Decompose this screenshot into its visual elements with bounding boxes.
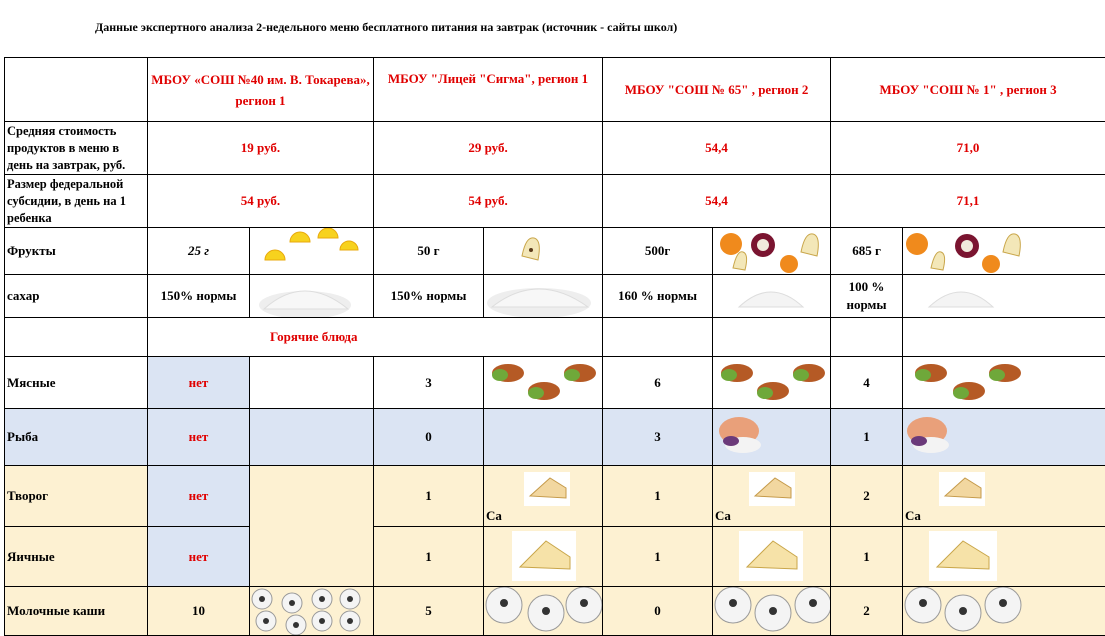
pear-image-cell (484, 228, 603, 275)
meat-value-1: нет (148, 357, 250, 409)
cost-label-cell (5, 122, 148, 175)
cottage-value-4: 2 (831, 466, 903, 527)
mixed-fruit-cell-4 (903, 228, 1105, 275)
page-title: Данные экспертного анализа 2-недельного меню бесплатного питания на завтрак (источник - сайты школ) (95, 20, 677, 35)
hot-empty-3b (713, 318, 831, 357)
omelet-icon (903, 527, 1105, 586)
egg-image-cell-2 (484, 527, 603, 587)
egg-row (5, 527, 1105, 587)
hot-empty-3 (603, 318, 713, 357)
mixed-fruit-icon (713, 228, 831, 274)
fish-empty-1 (250, 409, 374, 466)
sugar-value-3: 160 % нормы (603, 275, 713, 318)
subsidy-value-1: 54 руб. (148, 175, 374, 228)
porridge-image-cell-3 (713, 587, 831, 636)
sugar-value-2: 150% нормы (374, 275, 484, 318)
subsidy-value-2: 54 руб. (374, 175, 603, 228)
sugar-image-cell-3 (713, 275, 831, 318)
calcium-label: Ca (486, 508, 502, 524)
sugar-pile-icon (713, 275, 831, 317)
sugar-row (5, 275, 1105, 318)
fish-label: Рыба (5, 409, 148, 466)
fish-value-1: нет (148, 409, 250, 466)
subsidy-value-4: 71,1 (831, 175, 1105, 228)
school-header-2: МБОУ "Лицей "Сигма", регион 1 (374, 58, 603, 122)
egg-image-cell-4 (903, 527, 1105, 587)
fruit-value-1: 25 г (148, 228, 250, 275)
meat-label: Мясные (5, 357, 148, 409)
header-row (5, 58, 1105, 122)
meat-row (5, 357, 1105, 409)
cottage-label: Творог (5, 466, 148, 527)
cottage-image-cell-4 (903, 466, 1105, 527)
egg-value-1: нет (148, 527, 250, 587)
porridge-value-1: 10 (148, 587, 250, 636)
school-header-3: МБОУ "СОШ № 65" , регион 2 (603, 58, 831, 122)
egg-value-2: 1 (374, 527, 484, 587)
porridge-value-3: 0 (603, 587, 713, 636)
meat-image-cell-3 (713, 357, 831, 409)
school-header-4: МБОУ "СОШ № 1" , регион 3 (831, 58, 1105, 122)
cottage-row (5, 466, 1105, 527)
meat-empty-1 (250, 357, 374, 409)
sugar-image-cell-4 (903, 275, 1105, 318)
meat-image-cell-2 (484, 357, 603, 409)
sugar-pile-icon (250, 275, 374, 317)
calcium-label: Ca (715, 508, 731, 524)
sugar-image-cell-1 (250, 275, 374, 318)
omelet-icon (484, 527, 603, 586)
corner-cell (5, 58, 148, 122)
cost-value-4: 71,0 (831, 122, 1105, 175)
meat-image-cell-4 (903, 357, 1105, 409)
subsidy-label-cell (5, 175, 148, 228)
hot-dishes-header: Горячие блюда (148, 318, 603, 357)
lemon-slices-icon (250, 228, 374, 274)
lemon-image-cell (250, 228, 374, 275)
fish-row (5, 409, 1105, 466)
fruit-value-4: 685 г (831, 228, 903, 275)
omelet-icon (713, 527, 831, 586)
sugar-value-1: 150% нормы (148, 275, 250, 318)
cottage-egg-empty-1 (250, 466, 374, 587)
pear-slice-icon (484, 228, 603, 274)
porridge-image-cell-4 (903, 587, 1105, 636)
cost-value-3: 54,4 (603, 122, 831, 175)
egg-image-cell-3 (713, 527, 831, 587)
mixed-fruit-icon (903, 228, 1105, 274)
mixed-fruit-cell-3 (713, 228, 831, 275)
fish-value-4: 1 (831, 409, 903, 466)
meat-value-4: 4 (831, 357, 903, 409)
meat-value-3: 6 (603, 357, 713, 409)
egg-value-3: 1 (603, 527, 713, 587)
cottage-value-2: 1 (374, 466, 484, 527)
subsidy-value-3: 54,4 (603, 175, 831, 228)
casserole-icon (903, 466, 1105, 526)
hot-empty-4b (903, 318, 1105, 357)
fish-dish-icon (903, 409, 1105, 465)
porridge-value-2: 5 (374, 587, 484, 636)
fish-value-2: 0 (374, 409, 484, 466)
sugar-pile-icon (484, 275, 603, 317)
cottage-value-1: нет (148, 466, 250, 527)
hot-dishes-row (5, 318, 1105, 357)
fruit-row (5, 228, 1105, 275)
egg-label: Яичные (5, 527, 148, 587)
porridge-label: Молочные каши (5, 587, 148, 636)
fish-image-cell-3 (713, 409, 831, 466)
cost-value-1: 19 руб. (148, 122, 374, 175)
sugar-label: сахар (5, 275, 148, 318)
menu-analysis-table (4, 57, 1105, 636)
fish-value-3: 3 (603, 409, 713, 466)
fish-image-cell-4 (903, 409, 1105, 466)
porridge-image-cell-2 (484, 587, 603, 636)
calcium-label: Ca (905, 508, 921, 524)
cutlet-plate-icon (903, 357, 1105, 408)
porridge-row (5, 587, 1105, 636)
cottage-image-cell-2 (484, 466, 603, 527)
cost-value-2: 29 руб. (374, 122, 603, 175)
cutlet-plate-icon (484, 357, 603, 408)
fish-dish-icon (713, 409, 831, 465)
fruit-value-2: 50 г (374, 228, 484, 275)
meat-value-2: 3 (374, 357, 484, 409)
sugar-value-4: 100 % нормы (831, 275, 903, 318)
egg-value-4: 1 (831, 527, 903, 587)
hot-empty-4 (831, 318, 903, 357)
sugar-image-cell-2 (484, 275, 603, 318)
cottage-image-cell-3 (713, 466, 831, 527)
sugar-pile-icon (903, 275, 1105, 317)
cost-label: Средняя стоимость продуктов в меню в день на завтрак, руб. (7, 123, 147, 174)
porridge-value-4: 2 (831, 587, 903, 636)
subsidy-label: Размер федеральной субсидии, в день на 1 ребенка (7, 176, 147, 227)
fruit-label: Фрукты (5, 228, 148, 275)
fruit-value-3: 500г (603, 228, 713, 275)
hot-dishes-empty-label (5, 318, 148, 357)
cost-row (5, 122, 1105, 175)
porridge-image-cell-1 (250, 587, 374, 636)
school-header-1: МБОУ «СОШ №40 им. В. Токарева», регион 1 (148, 58, 374, 122)
cutlet-plate-icon (713, 357, 831, 408)
cottage-value-3: 1 (603, 466, 713, 527)
fish-empty-2 (484, 409, 603, 466)
subsidy-row (5, 175, 1105, 228)
